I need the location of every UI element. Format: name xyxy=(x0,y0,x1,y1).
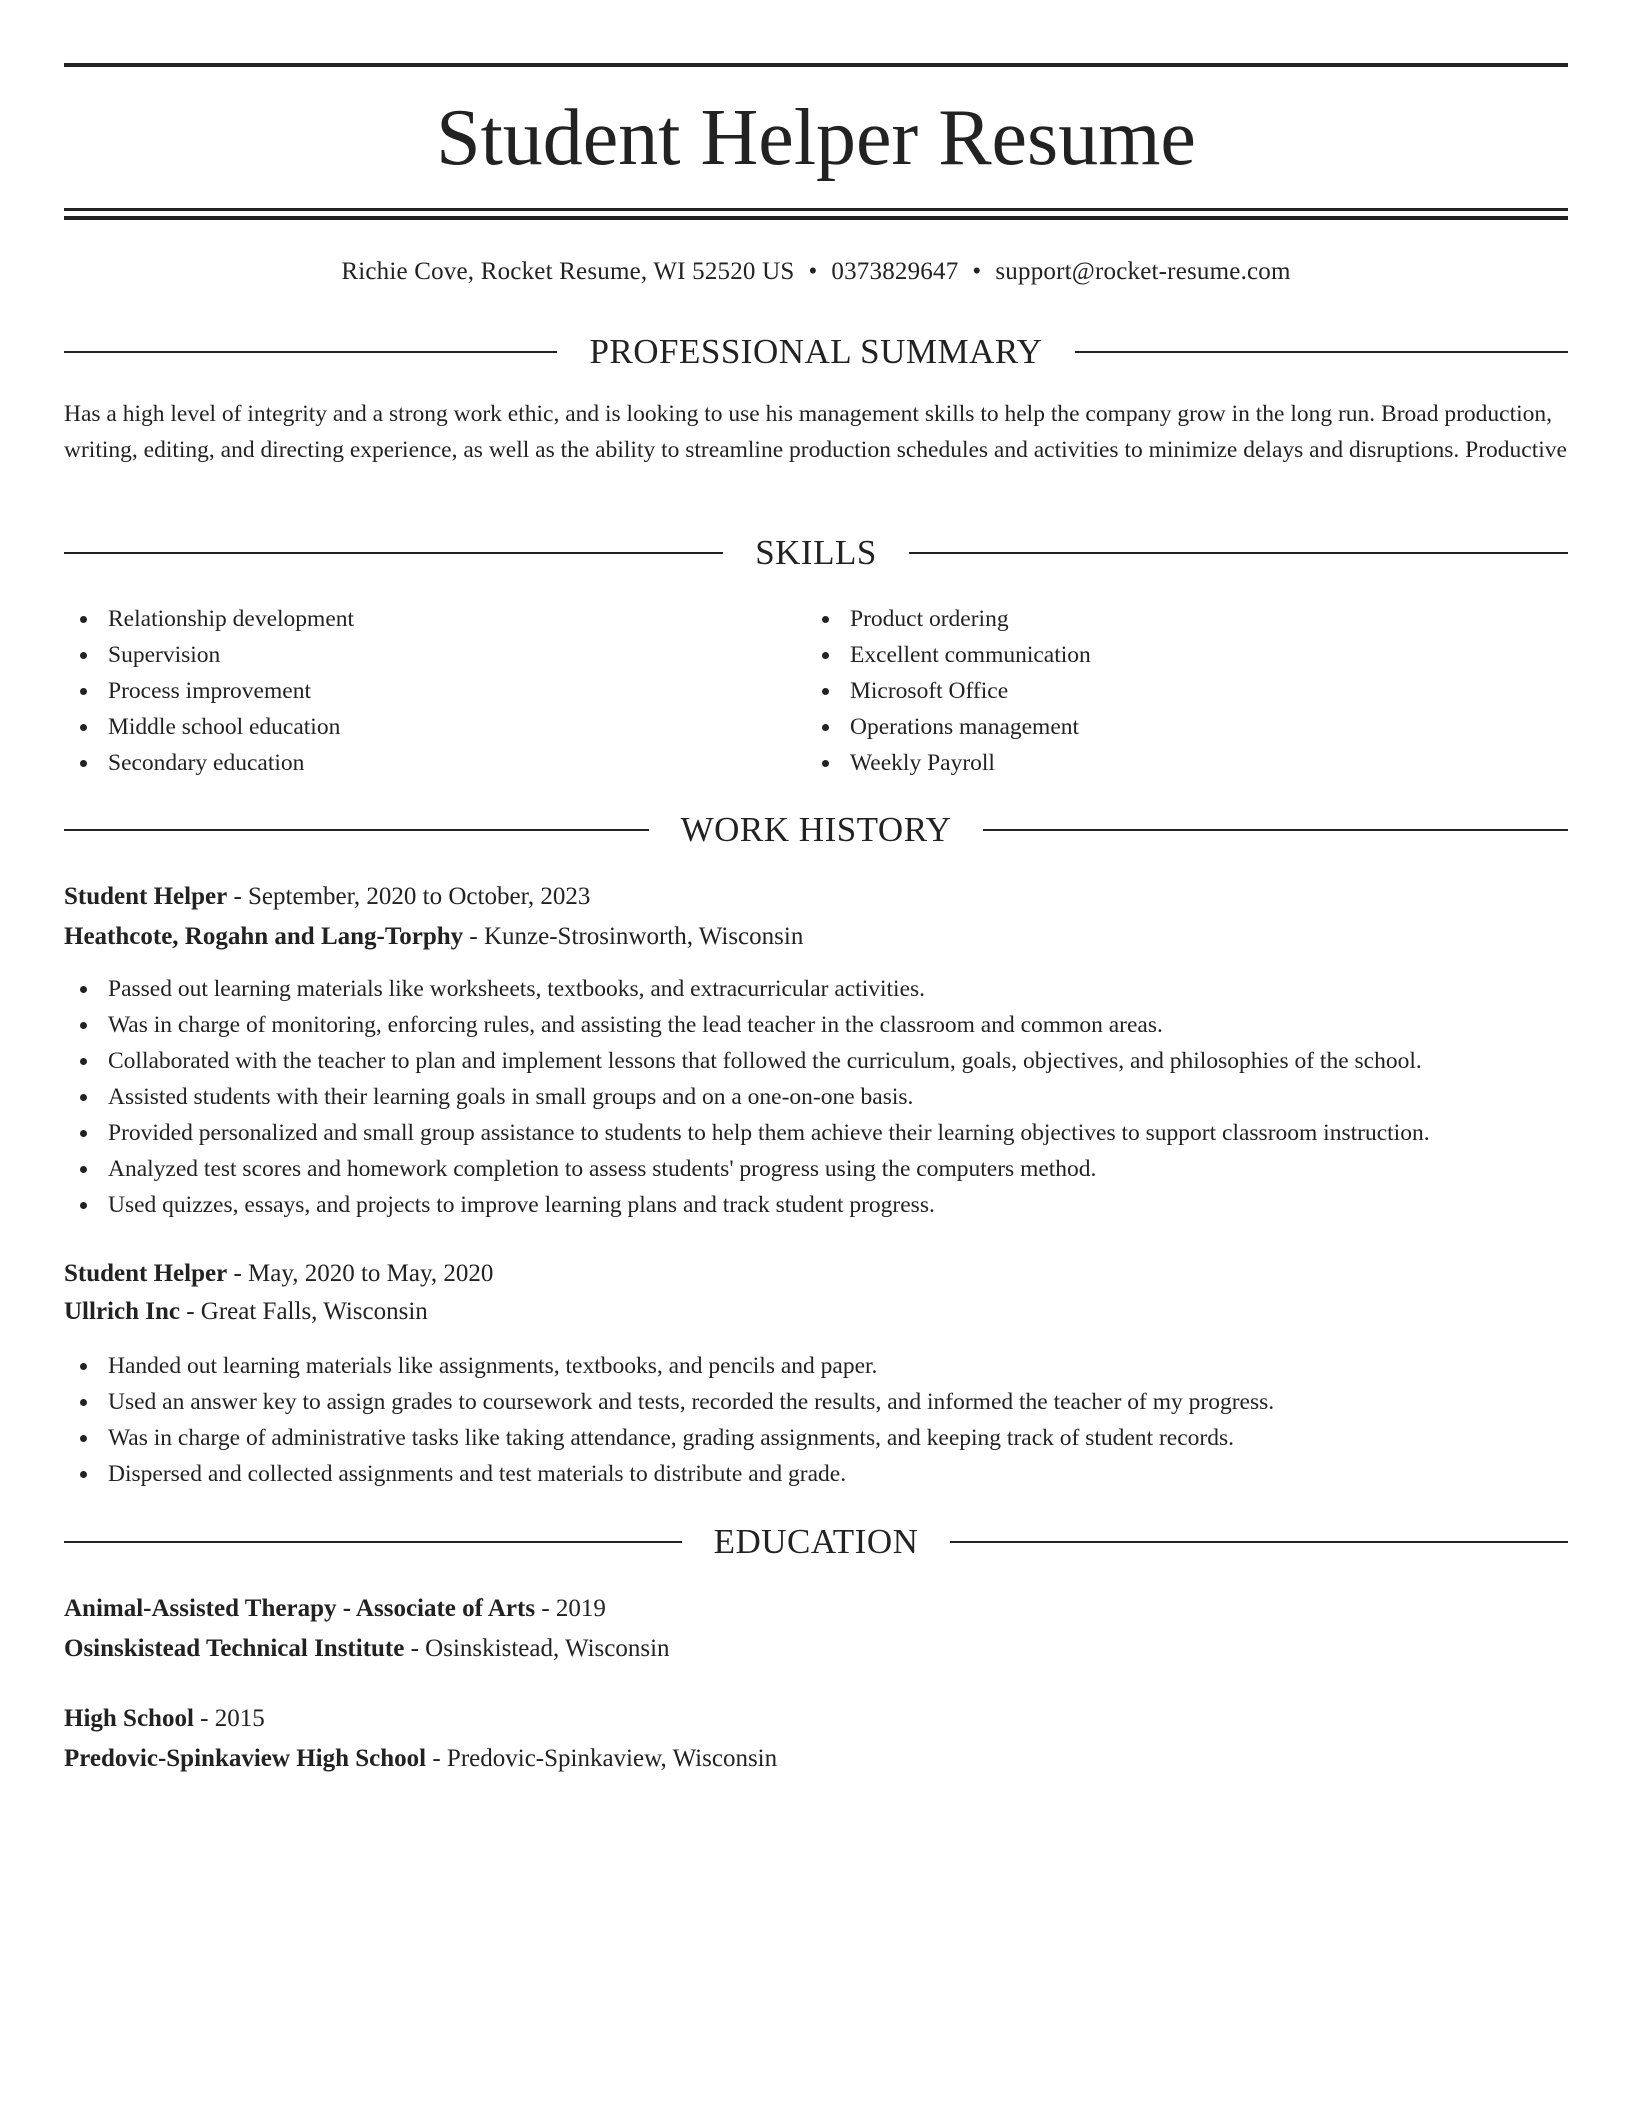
resume-title: Student Helper Resume xyxy=(436,94,1196,182)
skill-item: Excellent communication xyxy=(806,637,1506,673)
top-rule xyxy=(64,63,1568,67)
contact-address: Richie Cove, Rocket Resume, WI 52520 US xyxy=(341,258,795,285)
skill-item: Middle school education xyxy=(64,709,764,745)
section-heading-skills xyxy=(64,531,1568,575)
contact-line xyxy=(64,254,1568,290)
skill-item: Weekly Payroll xyxy=(806,745,1506,781)
job-bullet: Handed out learning materials like assignments, textbooks, and pencils and paper. xyxy=(64,1348,1568,1384)
title-rule-upper xyxy=(64,208,1568,211)
job-bullets xyxy=(64,1348,1568,1492)
skill-item: Product ordering xyxy=(806,601,1506,637)
education-school-line xyxy=(64,1740,1568,1778)
skill-item: Relationship development xyxy=(64,601,764,637)
heading-rule-left xyxy=(64,829,649,831)
job-title: Student Helper xyxy=(64,883,228,910)
skill-item: Process improvement xyxy=(64,673,764,709)
heading-rule-left xyxy=(64,351,557,353)
education-location: - Predovic-Spinkaview, Wisconsin xyxy=(426,1745,778,1772)
title-rule-lower xyxy=(64,216,1568,220)
heading-rule-right xyxy=(983,829,1568,831)
job-title-line xyxy=(64,1255,1568,1293)
section-title: SKILLS xyxy=(755,533,877,572)
heading-rule-right xyxy=(950,1541,1568,1543)
heading-rule-left xyxy=(64,1541,682,1543)
job-bullet: Analyzed test scores and homework completion to assess students' progress using the computers method. xyxy=(64,1151,1568,1187)
contact-email: support@rocket-resume.com xyxy=(995,258,1291,285)
education-degree: High School xyxy=(64,1705,194,1732)
section-title: EDUCATION xyxy=(713,1522,919,1561)
job-title: Student Helper xyxy=(64,1260,228,1287)
education-degree: Animal-Assisted Therapy - Associate of Arts xyxy=(64,1595,536,1622)
job-bullet: Provided personalized and small group assistance to students to help them achieve their learning objectives to support classroom instruction. xyxy=(64,1115,1568,1151)
job-bullets xyxy=(64,971,1568,1223)
job-company-line xyxy=(64,1293,1568,1331)
education-year: - 2015 xyxy=(193,1705,265,1732)
contact-phone: 0373829647 xyxy=(831,258,959,285)
job-bullet: Was in charge of administrative tasks like taking attendance, grading assignments, and keeping track of student records. xyxy=(64,1420,1568,1456)
skills-column-right xyxy=(806,601,1506,781)
section-heading-work-history xyxy=(64,808,1568,852)
section-title: WORK HISTORY xyxy=(680,810,952,849)
education-school: Predovic-Spinkaview High School xyxy=(64,1745,427,1772)
contact-separator: • xyxy=(808,258,818,285)
section-heading-education xyxy=(64,1520,1568,1564)
job-company-line xyxy=(64,918,1568,956)
heading-rule-right xyxy=(1075,351,1568,353)
job-company: Ullrich Inc xyxy=(64,1298,180,1325)
job-bullet: Collaborated with the teacher to plan and implement lessons that followed the curriculum, goals, objectives, and philosophies of the school. xyxy=(64,1043,1568,1079)
job-bullet: Dispersed and collected assignments and test materials to distribute and grade. xyxy=(64,1456,1568,1492)
job-company: Heathcote, Rogahn and Lang-Torphy xyxy=(64,923,464,950)
education-year: - 2019 xyxy=(535,1595,606,1622)
contact-separator: • xyxy=(972,258,982,285)
heading-rule-right xyxy=(909,552,1568,554)
job-title-line xyxy=(64,878,1568,916)
job-bullet: Used an answer key to assign grades to coursework and tests, recorded the results, and informed the teacher of my progress. xyxy=(64,1384,1568,1420)
skill-item: Secondary education xyxy=(64,745,764,781)
job-bullet: Was in charge of monitoring, enforcing rules, and assisting the lead teacher in the classroom and common areas. xyxy=(64,1007,1568,1043)
education-location: - Osinskistead, Wisconsin xyxy=(404,1635,670,1662)
education-school: Osinskistead Technical Institute xyxy=(64,1635,405,1662)
job-bullet: Assisted students with their learning goals in small groups and on a one-on-one basis. xyxy=(64,1079,1568,1115)
job-bullet: Passed out learning materials like worksheets, textbooks, and extracurricular activities. xyxy=(64,971,1568,1007)
summary-text: Has a high level of integrity and a strong work ethic, and is looking to use his management skills to help the company grow in the long run. Broad production, writing, editing, and directing experience, as well as the ability to streamline production schedules and activities to minimize delays and disruptions. Productive xyxy=(64,401,1567,463)
job-location: - Kunze-Strosinworth, Wisconsin xyxy=(463,923,804,950)
section-title: PROFESSIONAL SUMMARY xyxy=(589,332,1043,371)
job-bullet: Used quizzes, essays, and projects to improve learning plans and track student progress. xyxy=(64,1187,1568,1223)
skills-column-left xyxy=(64,601,764,781)
skill-item: Supervision xyxy=(64,637,764,673)
job-location: - Great Falls, Wisconsin xyxy=(179,1298,428,1325)
skill-item: Operations management xyxy=(806,709,1506,745)
skill-item: Microsoft Office xyxy=(806,673,1506,709)
education-school-line xyxy=(64,1630,1568,1668)
education-degree-line xyxy=(64,1590,1568,1628)
job-dates: - May, 2020 to May, 2020 xyxy=(227,1260,494,1287)
education-degree-line xyxy=(64,1700,1568,1738)
section-heading-summary xyxy=(64,330,1568,374)
heading-rule-left xyxy=(64,552,723,554)
job-dates: - September, 2020 to October, 2023 xyxy=(227,883,591,910)
